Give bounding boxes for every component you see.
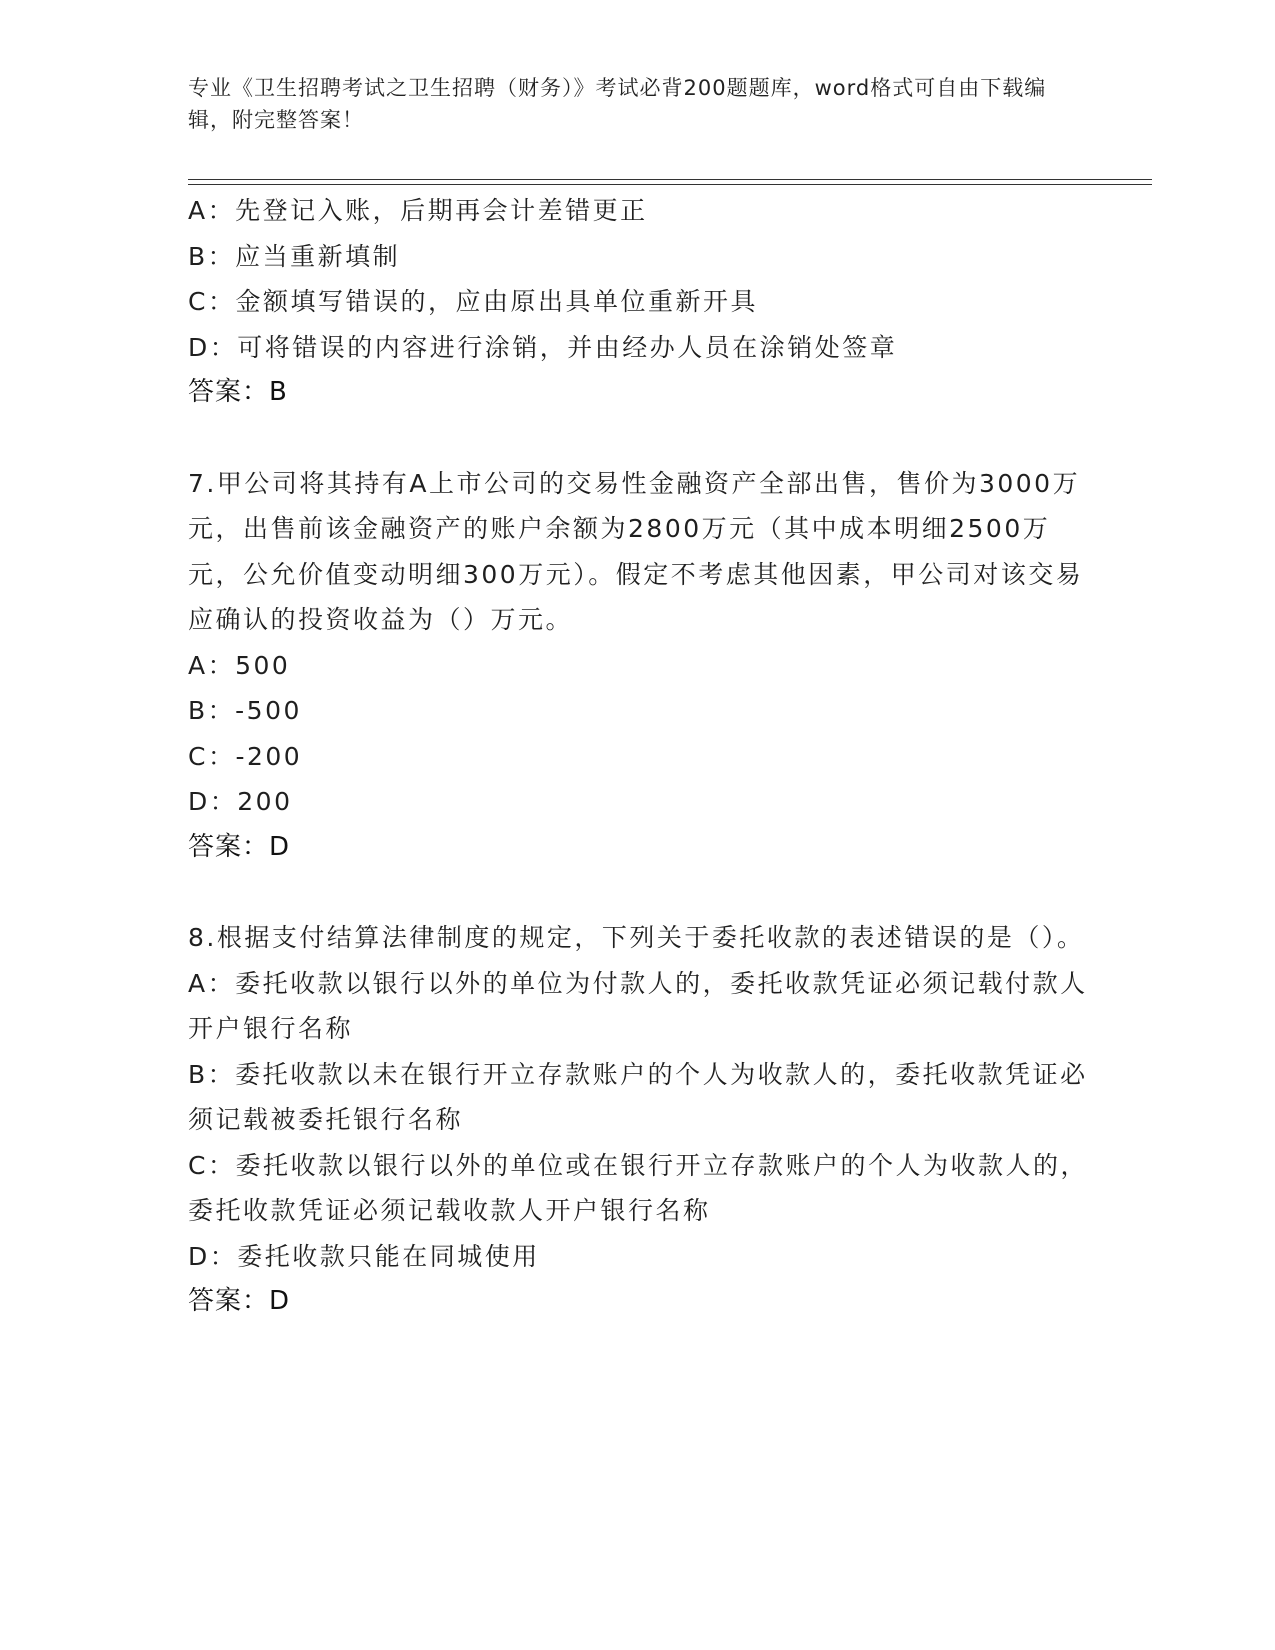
option-text: 可将错误的内容进行涂销，并由经办人员在涂销处签章 [237,332,898,362]
option-text: 200 [237,787,293,816]
option-text: 应当重新填制 [235,241,401,271]
option-text: -200 [235,741,303,771]
question-8 [188,915,1088,1325]
question-text: 8.根据支付结算法律制度的规定，下列关于委托收款的表述错误的是（）。 [188,923,1085,952]
option-b [188,1052,1088,1143]
option-d [188,325,1088,371]
option-text: 委托收款只能在同城使用 [237,1241,540,1271]
option-label: B： [188,696,236,725]
spacer [188,870,1088,915]
option-text: 委托收款以银行以外的单位为付款人的，委托收款凭证必须记载付款人开户银行名称 [188,968,1088,1043]
option-d [188,779,1088,825]
option-label: A： [188,968,236,998]
question-6 [188,188,1088,416]
option-text: 委托收款以银行以外的单位或在银行开立存款账户的个人为收款人的，委托收款凭证必须记载收款人开户银行名称 [188,1150,1088,1225]
option-b [188,688,1088,734]
option-text: 500 [235,650,291,680]
option-a [188,643,1088,689]
option-c [188,1143,1088,1234]
question-7 [188,461,1088,871]
question-content [188,188,1088,1325]
option-text: 委托收款以未在银行开立存款账户的个人为收款人的，委托收款凭证必须记载被委托银行名称 [188,1059,1088,1134]
option-text: 先登记入账，后期再会计差错更正 [235,196,648,225]
document-header: 专业《卫生招聘考试之卫生招聘（财务）》考试必背200题题库，word格式可自由下载编辑，附完整答案！ [188,76,1047,132]
option-label: D： [188,787,238,816]
option-label: B： [188,241,236,271]
option-a [188,961,1088,1052]
question-text: 7.甲公司将其持有A上市公司的交易性金融资产全部出售，售价为3000万元，出售前该金融资产的账户余额为2800万元（其中成本明细2500万元，公允价值变动明细300万元）。假定不考虑其他因素，甲公司对该交易应确认的投资收益为（）万元。 [188,468,1084,634]
option-c [188,734,1088,780]
header-divider-top [188,179,1152,180]
option-label: D： [188,332,238,362]
option-label: C： [188,1150,236,1180]
answer: 答案：D [188,831,291,862]
option-text: 金额填写错误的，应由原出具单位重新开具 [235,287,758,316]
option-b [188,234,1088,280]
answer: 答案：D [188,1286,291,1316]
option-d [188,1234,1088,1280]
option-a [188,188,1088,234]
option-label: B： [188,1059,236,1089]
answer: 答案：B [188,377,288,407]
spacer [188,416,1088,461]
option-label: C： [188,741,236,771]
option-label: A： [188,196,236,225]
header-divider-bottom [188,184,1152,185]
option-label: D： [188,1241,238,1271]
option-label: A： [188,650,236,680]
option-text: -500 [235,696,302,725]
option-c [188,279,1088,325]
option-label: C： [188,287,236,316]
